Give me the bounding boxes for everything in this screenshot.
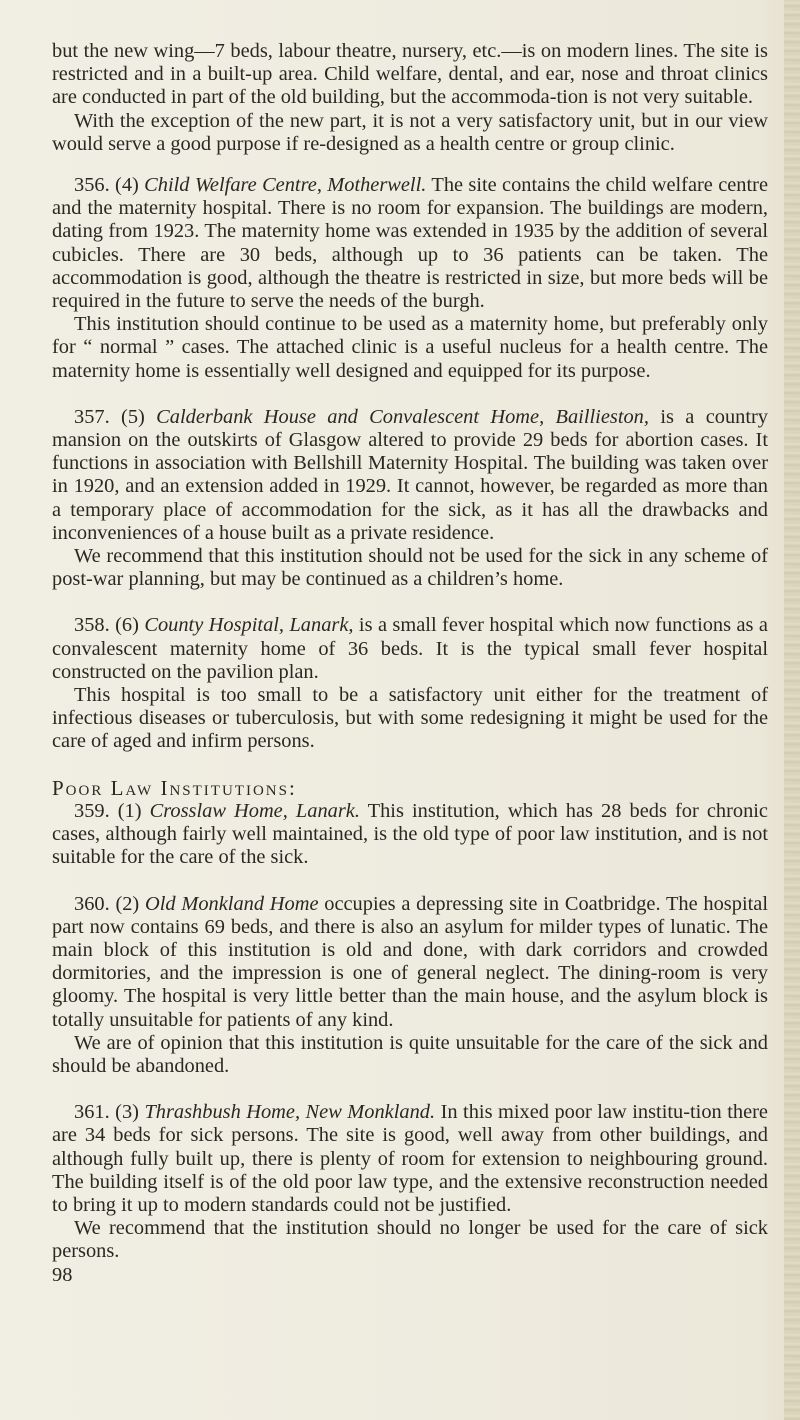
- section-356-body: The site contains the child welfare centre and the maternity hospital. There is no room for expansion. The buildings are modern, dating from 1923. The maternity home was extended in 1935 by the addition of several cubicles. There are 30 beds, although up to 36 patients can be taken. The accommodation is good, although the theatre is restricted in size, but more beds will be required in the future to serve the needs of the burgh.: [52, 174, 768, 313]
- section-360-paragraph: [52, 893, 768, 1032]
- section-358-number: 358. (6): [74, 614, 139, 637]
- spacer: [52, 383, 768, 406]
- section-356-paragraph: [52, 174, 768, 313]
- section-361-title: Thrashbush Home, New Monkland.: [144, 1101, 436, 1124]
- section-358-recommendation: This hospital is too small to be a satisfactory unit either for the treatment of infectious diseases or tuberculosis, but with some redesigning it might be used for the care of aged and infirm persons.: [52, 684, 768, 753]
- section-357-paragraph: [52, 406, 768, 545]
- section-357-title: Calderbank House and Convalescent Home, Baillieston,: [156, 405, 649, 428]
- spacer: [52, 870, 768, 893]
- section-359-body: This institution, which has 28 beds for chronic cases, although fairly well maintained, is the old type of poor law institution, and is not suitable for the care of the sick.: [52, 799, 768, 869]
- document-body: [52, 40, 768, 1287]
- spacer: [52, 754, 768, 777]
- section-360-body: occupies a depressing site in Coatbridge. The hospital part now contains 69 beds, and there is also an asylum for milder types of lunatic. The main block of this institution is old and done, with dark corridors and crowded dormitories, and the impression is one of general neglect. The dining-room is very gloomy. The hospital is very little better than the main house, and the asylum block is totally unsuitable for patients of any kind.: [52, 892, 768, 1031]
- intro-paragraph: but the new wing—7 beds, labour theatre, nursery, etc.—is on modern lines. The site is restricted and in a built-up area. Child welfare, dental, and ear, nose and throat clinics are conducted in part of the old building, but the accommoda-tion is not very suitable.: [52, 40, 768, 109]
- section-359-number: 359. (1): [74, 799, 142, 822]
- section-358-title: County Hospital, Lanark,: [144, 614, 354, 637]
- section-360-number: 360. (2): [74, 892, 140, 915]
- section-357-body: is a country mansion on the outskirts of Glasgow altered to provide 29 beds for abortion cases. It functions in association with Bellshill Maternity Hospital. The building was taken over in 1920, and an extension added in 1929. It cannot, however, be regarded as more than a temporary place of accommodation for the sick, as it has all the drawbacks and inconveniences of a house built as a private residence.: [52, 405, 768, 544]
- section-359-paragraph: [52, 800, 768, 870]
- section-356-title: Child Welfare Centre, Motherwell.: [144, 174, 427, 197]
- spacer: [52, 1078, 768, 1101]
- spacer: [52, 156, 768, 174]
- section-360-title: Old Monkland Home: [145, 892, 319, 915]
- section-359-title: Crosslaw Home, Lanark.: [149, 799, 360, 822]
- page-edge-shadow: [784, 0, 800, 1420]
- section-358-body: is a small fever hospital which now functions as a convalescent maternity home of 36 beds. It is the typical small fever hospital constructed on the pavilion plan.: [52, 614, 768, 683]
- spacer: [52, 591, 768, 614]
- section-356-recommendation: This institution should continue to be used as a maternity home, but preferably only for “ normal ” cases. The attached clinic is a useful nucleus for a health centre. The maternity home is essentially well designed and equipped for its purpose.: [52, 313, 768, 382]
- poor-law-heading: Poor Law Institutions:: [52, 775, 297, 800]
- section-356-number: 356. (4): [74, 174, 139, 197]
- section-357-number: 357. (5): [74, 405, 145, 428]
- section-361-recommendation: We recommend that the institution should no longer be used for the care of sick persons.: [52, 1217, 768, 1263]
- section-360-recommendation: We are of opinion that this institution is quite unsuitable for the care of the sick and should be abandoned.: [52, 1031, 768, 1077]
- page-number: 98: [52, 1263, 73, 1286]
- section-361-body: In this mixed poor law institu-tion there are 34 beds for sick persons. The site is good, well away from other buildings, and although fully built up, there is plenty of room for extension to neighbouring ground. The building itself is of the old poor law type, and the extensive reconstruction needed to bring it up to modern standards could not be justified.: [52, 1101, 768, 1216]
- section-361-paragraph: [52, 1101, 768, 1217]
- intro-recommendation: With the exception of the new part, it is not a very satisfactory unit, but in our view would serve a good purpose if re-designed as a health centre or group clinic.: [52, 109, 768, 155]
- section-361-number: 361. (3): [74, 1101, 139, 1124]
- section-357-recommendation: We recommend that this institution should not be used for the sick in any scheme of post-war planning, but may be continued as a children’s home.: [52, 545, 768, 591]
- section-358-paragraph: [52, 614, 768, 684]
